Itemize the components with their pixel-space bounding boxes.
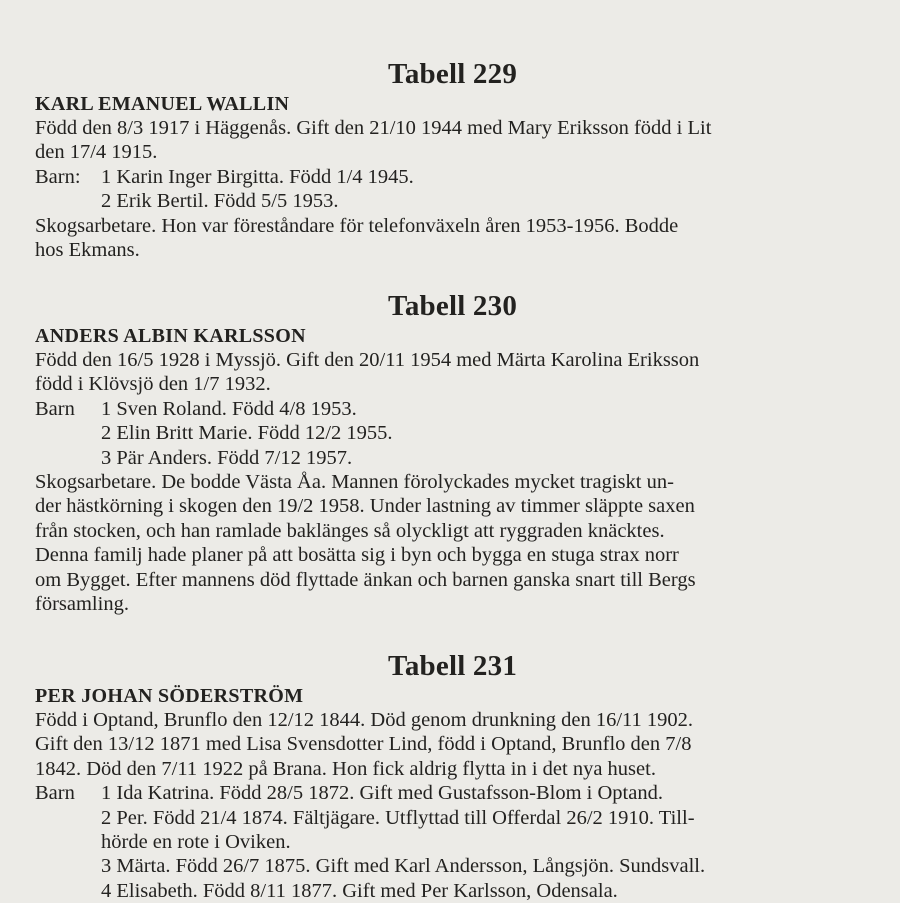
children-row (35, 781, 870, 805)
child-entry: 2 Erik Bertil. Född 5/5 1953. (101, 190, 339, 213)
text-line: Född i Optand, Brunflo den 12/12 1844. Död genom drunkning den 16/11 1902. (35, 709, 694, 731)
text-line: församling. (35, 593, 129, 616)
children-row (35, 397, 870, 421)
children-label: Barn: (35, 165, 81, 188)
table-section-231 (35, 648, 870, 903)
section-title: Tabell 229 (387, 58, 518, 90)
child-entry: 3 Pär Anders. Född 7/12 1957. (101, 446, 353, 469)
person-name: ANDERS ALBIN KARLSSON (35, 325, 306, 347)
text-line: 1842. Död den 7/11 1922 på Brana. Hon fick aldrig flytta in i det nya huset. (35, 757, 656, 780)
table-section-230 (35, 288, 870, 616)
text-line: Skogsarbetare. Hon var föreståndare för telefonväxeln åren 1953-1956. Bodde (35, 214, 679, 237)
table-section-229 (35, 56, 870, 262)
children-label: Barn (35, 782, 75, 805)
text-line: den 17/4 1915. (35, 141, 158, 164)
text-line: der hästkörning i skogen den 19/2 1958. Under lastning av timmer släppte saxen (35, 495, 695, 518)
child-entry: 1 Sven Roland. Född 4/8 1953. (101, 397, 357, 420)
person-name: PER JOHAN SÖDERSTRÖM (35, 685, 304, 707)
person-name: KARL EMANUEL WALLIN (35, 93, 290, 115)
child-entry: 4 Elisabeth. Född 8/11 1877. Gift med Per Karlsson, Odensala. (101, 879, 618, 902)
child-entry: 1 Karin Inger Birgitta. Född 1/4 1945. (101, 165, 414, 188)
children-label: Barn (35, 397, 75, 420)
text-line: Född den 16/5 1928 i Myssjö. Gift den 20/11 1954 med Märta Karolina Eriksson (35, 349, 700, 371)
child-entry: 3 Märta. Född 26/7 1875. Gift med Karl Andersson, Långsjön. Sundsvall. (101, 855, 706, 878)
text-line: Gift den 13/12 1871 med Lisa Svensdotter Lind, född i Optand, Brunflo den 7/8 (35, 733, 692, 756)
section-title: Tabell 231 (387, 650, 518, 682)
section-title: Tabell 230 (387, 290, 518, 322)
text-line: hos Ekmans. (35, 239, 140, 262)
child-entry: 1 Ida Katrina. Född 28/5 1872. Gift med Gustafsson-Blom i Optand. (101, 782, 663, 805)
children-row (35, 165, 870, 189)
child-entry: 2 Elin Britt Marie. Född 12/2 1955. (101, 422, 393, 445)
text-line: Skogsarbetare. De bodde Västa Åa. Mannen förolyckades mycket tragiskt un- (35, 471, 674, 494)
child-entry: 2 Per. Född 21/4 1874. Fältjägare. Utflyttad till Offerdal 26/2 1910. Till- (101, 806, 695, 829)
text-line: Född den 8/3 1917 i Häggenås. Gift den 21/10 1944 med Mary Eriksson född i Lit (35, 117, 712, 139)
text-line: född i Klövsjö den 1/7 1932. (35, 373, 271, 396)
text-line: om Bygget. Efter mannens död flyttade änkan och barnen ganska snart till Bergs (35, 568, 696, 591)
text-line: Denna familj hade planer på att bosätta sig i byn och bygga en stuga strax norr (35, 544, 679, 567)
child-entry: hörde en rote i Oviken. (101, 831, 291, 854)
text-line: från stocken, och han ramlade baklänges så olyckligt att ryggraden knäcktes. (35, 519, 665, 542)
